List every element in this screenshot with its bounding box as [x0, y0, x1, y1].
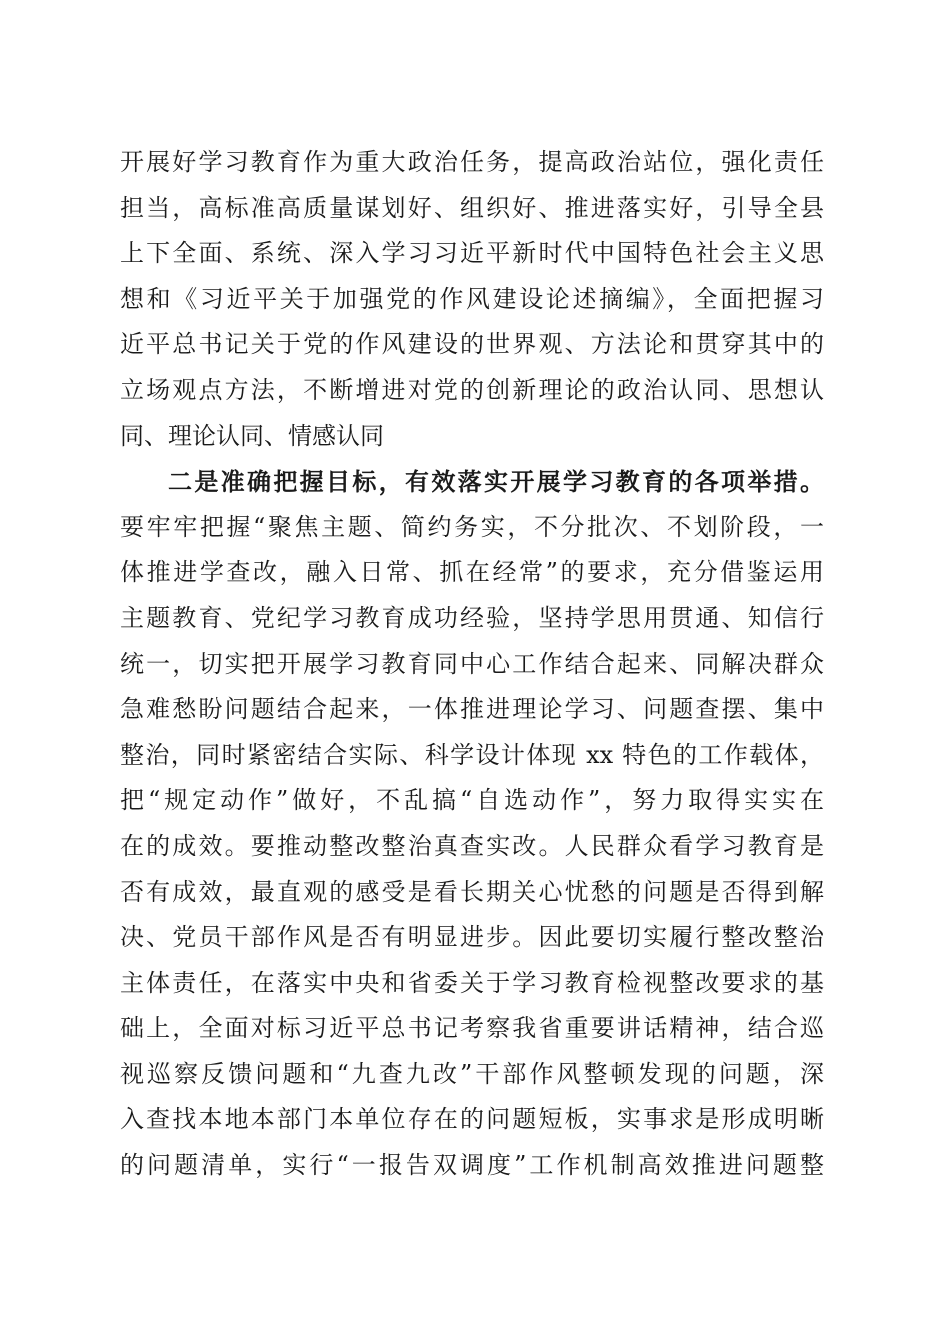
paragraph-line: 立场观点方法，不断增进对党的创新理论的政治认同、思想认 — [120, 375, 824, 404]
paragraph-2 — [120, 459, 824, 1189]
paragraph-line: 统一，切实把开展学习教育同中心工作结合起来、同解决群众 — [120, 649, 824, 678]
paragraph-line: 决、党员干部作风是否有明显进步。因此要切实履行整改整治 — [120, 923, 824, 952]
paragraph-line: 在的成效。要推动整改整治真查实改。人民群众看学习教育是 — [120, 831, 824, 860]
paragraph-line: 同、理论认同、情感认同 — [120, 421, 384, 450]
paragraph-line: 视巡察反馈问题和“九查九改”干部作风整顿发现的问题，深 — [120, 1059, 824, 1088]
section-heading: 二是准确把握目标，有效落实开展学习教育的各项举措。 — [168, 467, 824, 497]
paragraph-line: 想和《习近平关于加强党的作风建设论述摘编》，全面把握习 — [120, 284, 824, 313]
paragraph-line: 入查找本地本部门本单位存在的问题短板，实事求是形成明晰 — [120, 1105, 824, 1134]
paragraph-line: 把“规定动作”做好，不乱搞“自选动作”，努力取得实实在 — [120, 786, 824, 815]
paragraph-line: 急难愁盼问题结合起来，一体推进理论学习、问题查摆、集中 — [120, 695, 824, 724]
paragraph-line: 础上，全面对标习近平总书记考察我省重要讲话精神，结合巡 — [120, 1014, 824, 1043]
paragraph-line: 开展好学习教育作为重大政治任务，提高政治站位，强化责任 — [120, 148, 824, 176]
paragraph-line: 担当，高标准高质量谋划好、组织好、推进落实好，引导全县 — [120, 193, 824, 222]
paragraph-line: 否有成效，最直观的感受是看长期关心忧愁的问题是否得到解 — [120, 877, 824, 906]
paragraph-line: 要牢牢把握“聚焦主题、简约务实，不分批次、不划阶段，一 — [120, 512, 824, 541]
paragraph-1 — [120, 140, 824, 459]
document-body — [120, 140, 824, 1189]
paragraph-line: 的问题清单，实行“一报告双调度”工作机制高效推进问题整 — [120, 1151, 824, 1180]
paragraph-line: 主体责任，在落实中央和省委关于学习教育检视整改要求的基 — [120, 968, 824, 997]
paragraph-line: 近平总书记关于党的作风建设的世界观、方法论和贯穿其中的 — [120, 330, 824, 359]
paragraph-line: 主题教育、党纪学习教育成功经验，坚持学思用贯通、知信行 — [120, 603, 824, 632]
paragraph-line: 整治，同时紧密结合实际、科学设计体现 xx 特色的工作载体， — [120, 740, 824, 769]
paragraph-line: 体推进学查改，融入日常、抓在经常”的要求，充分借鉴运用 — [120, 558, 824, 587]
paragraph-line: 上下全面、系统、深入学习习近平新时代中国特色社会主义思 — [120, 239, 824, 268]
